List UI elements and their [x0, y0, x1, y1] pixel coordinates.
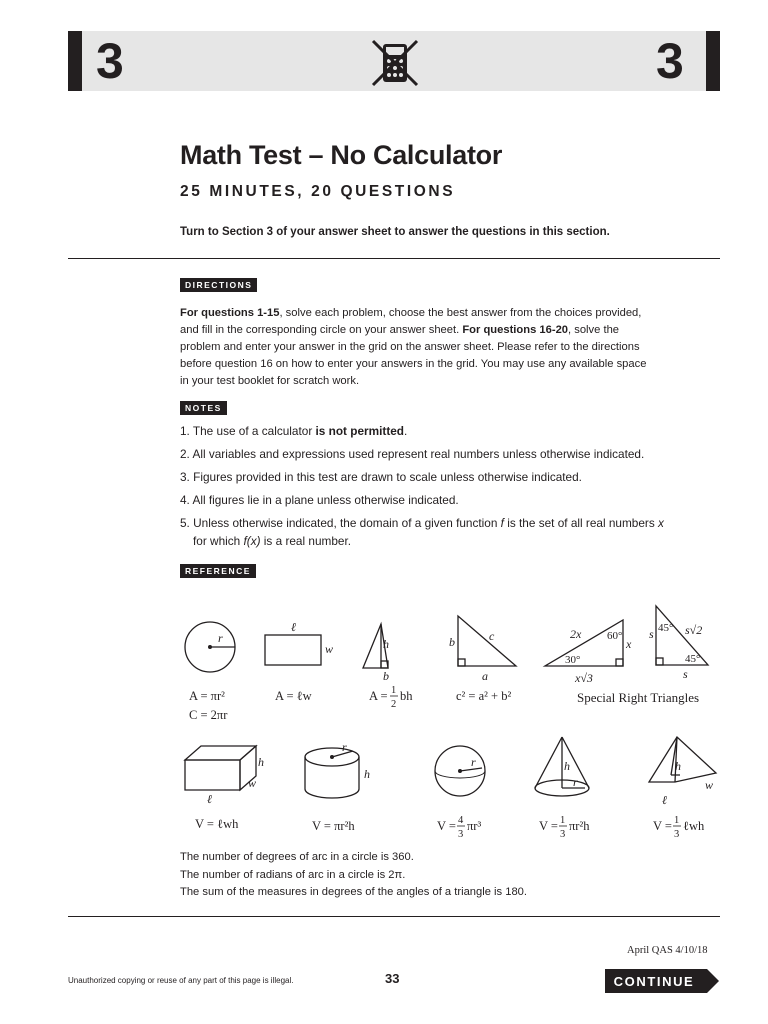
fact-radians: The number of radians of arc in a circle is 2π. [180, 868, 406, 881]
formula-pyr-lhs: V = [653, 819, 672, 833]
formula-pyr-rhs: ℓwh [683, 819, 705, 833]
cyl-r-label: r [342, 740, 347, 754]
note-2: 2. All variables and expressions used represent real numbers unless otherwise indicated. [180, 447, 645, 461]
box-w-label: w [248, 776, 257, 790]
reference-facts [180, 849, 527, 902]
tri45-base-label: s [683, 667, 688, 681]
tri30-base-label: x√3 [575, 671, 593, 685]
note-5: 5. Unless otherwise indicated, the domain of a given function f is the set of all real numbers x for which f(x) is a real number. [180, 516, 664, 548]
tri30-hyp-label: 2x [570, 627, 582, 641]
notes-list [180, 422, 680, 555]
special-right-triangles-label: Special Right Triangles [577, 690, 700, 705]
pyr-h-label: h [675, 759, 681, 773]
frac-4: 4 [458, 815, 464, 826]
directions-text: For questions 1-15, solve each problem, choose the best answer from the choices provided, and fill in the corresponding circle on your answer sheet. For questions 16-20, solve the problem and enter your answer in the grid on the answer sheet. Please refer to the directions before question 16 on how to enter your answers in the grid. You may use any available space in your test booklet for scratch work. [180, 307, 647, 387]
intro-text: Turn to Section 3 of your answer sheet to answer the questions in this section. [180, 226, 610, 238]
right-tri-a-label: a [482, 669, 488, 683]
continue-label: CONTINUE [613, 974, 695, 989]
formula-sph-rhs: πr³ [467, 819, 482, 833]
frac-3a: 3 [458, 829, 464, 840]
rect-width-label: w [325, 642, 334, 656]
frac-3c: 3 [674, 829, 680, 840]
formula-tri-rhs: bh [400, 689, 413, 703]
page-title: Math Test – No Calculator [180, 140, 503, 170]
top-divider [68, 258, 720, 259]
formula-rect-area: A = ℓw [275, 689, 312, 703]
note-1: 1. The use of a calculator is not permitted. [180, 424, 408, 438]
tri30-60-label: 60° [607, 630, 623, 642]
directions-tag: DIRECTIONS [180, 278, 257, 292]
tri-height-label: h [383, 637, 389, 651]
page-subtitle: 25 MINUTES, 20 QUESTIONS [180, 183, 456, 200]
bottom-divider [68, 916, 720, 917]
pyr-l-label: ℓ [662, 793, 667, 807]
tri45-top-label: 45° [658, 622, 674, 634]
formula-cone-rhs: πr²h [569, 819, 590, 833]
formula-circle-area: A = πr² [189, 689, 225, 703]
formula-tri-lhs: A = [369, 689, 388, 703]
section-number-left: 3 [96, 33, 124, 89]
rect-length-label: ℓ [291, 620, 296, 634]
right-tri-c-label: c [489, 629, 495, 643]
formula-cone-lhs: V = [539, 819, 558, 833]
circle-radius-label: r [218, 631, 223, 645]
notes-tag: NOTES [180, 401, 227, 415]
left-bar [68, 31, 82, 91]
formula-cyl-vol: V = πr²h [312, 819, 355, 833]
tri45-hyp-label: s√2 [685, 623, 703, 637]
formula-pyth: c² = a² + b² [456, 689, 512, 703]
box-h-label: h [258, 755, 264, 769]
sphere-r-label: r [471, 755, 476, 769]
right-bar [706, 31, 720, 91]
note-4: 4. All figures lie in a plane unless otherwise indicated. [180, 493, 459, 507]
tri45-bottom-label: 45° [685, 653, 701, 665]
box-l-label: ℓ [207, 792, 212, 806]
frac-1c: 1 [674, 815, 680, 826]
note-3: 3. Figures provided in this test are drawn to scale unless otherwise indicated. [180, 470, 582, 484]
reference-figures [175, 600, 735, 860]
formula-circle-circ: C = 2πr [189, 708, 228, 722]
tri30-x-label: x [626, 637, 632, 651]
fact-triangle-sum: The sum of the measures in degrees of the angles of a triangle is 180. [180, 886, 528, 898]
formula-box-vol: V = ℓwh [195, 817, 239, 831]
frac-1: 1 [391, 685, 397, 696]
frac-2: 2 [391, 699, 397, 710]
cyl-h-label: h [364, 767, 370, 781]
page-number: 33 [385, 971, 400, 986]
cone-r-label: r [573, 775, 578, 789]
frac-3b: 3 [560, 829, 566, 840]
reference-tag: REFERENCE [180, 564, 256, 578]
tri45-s-label: s [649, 627, 654, 641]
continue-button[interactable] [605, 968, 720, 994]
frac-1b: 1 [560, 815, 566, 826]
right-tri-b-label: b [449, 635, 455, 649]
tri-base-label: b [383, 669, 389, 683]
formula-sph-lhs: V = [437, 819, 456, 833]
fact-degrees: The number of degrees of arc in a circle is 360. [180, 851, 414, 863]
no-calculator-icon [369, 38, 421, 88]
pyr-w-label: w [705, 778, 714, 792]
qas-stamp: April QAS 4/10/18 [627, 945, 708, 956]
cone-h-label: h [564, 759, 570, 773]
tri30-30-label: 30° [565, 654, 581, 666]
section-number-right: 3 [656, 33, 684, 89]
legal-notice: Unauthorized copying or reuse of any part of this page is illegal. [68, 976, 294, 985]
